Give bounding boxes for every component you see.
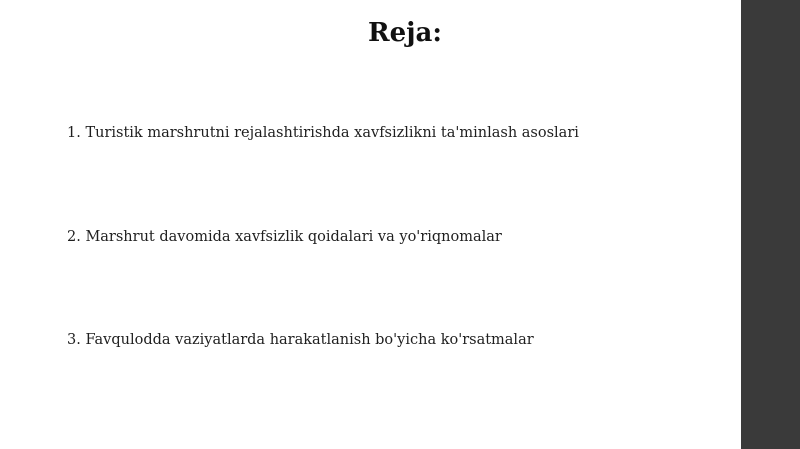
plan-item-3: 3. Favqulodda vaziyatlarda harakatlanish bo'yicha ko'rsatmalar [67, 332, 534, 348]
side-panel [741, 0, 800, 449]
slide-title: Reja: [367, 18, 442, 48]
plan-item-1: 1. Turistik marshrutni rejalashtirishda xavfsizlikni ta'minlash asoslari [67, 125, 579, 141]
plan-item-2: 2. Marshrut davomida xavfsizlik qoidalari va yo'riqnomalar [67, 229, 502, 245]
